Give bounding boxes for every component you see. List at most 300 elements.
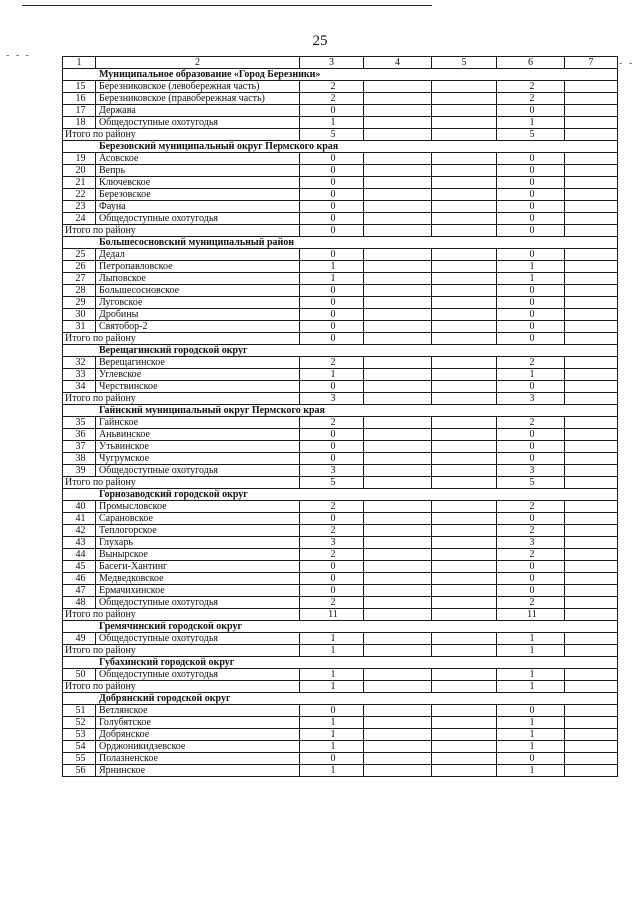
table-row: [63, 249, 618, 261]
column-6-value: 1: [497, 717, 565, 729]
column-5-value: [432, 633, 497, 645]
column-4-value: [364, 273, 432, 285]
column-4-value: [364, 213, 432, 225]
column-6-value: 2: [497, 525, 565, 537]
ground-name: Общедоступные охотугодья: [96, 633, 300, 645]
table-row: [63, 765, 618, 777]
column-4-value: [364, 561, 432, 573]
column-4-value: [364, 765, 432, 777]
column-3-value: 0: [300, 153, 364, 165]
column-5-value: [432, 321, 497, 333]
table-row: [63, 669, 618, 681]
total-column-3: 1: [300, 681, 364, 693]
district-total-row: [63, 333, 618, 345]
column-7-value: [565, 729, 618, 741]
column-4-value: [364, 93, 432, 105]
table-row: [63, 309, 618, 321]
ground-name: Чугрумское: [96, 453, 300, 465]
ground-name: Дробины: [96, 309, 300, 321]
column-6-value: 2: [497, 81, 565, 93]
column-3-value: 0: [300, 585, 364, 597]
column-3-value: 3: [300, 537, 364, 549]
column-3-value: 0: [300, 105, 364, 117]
table-row: [63, 381, 618, 393]
total-column-5: [432, 225, 497, 237]
row-number: 19: [63, 153, 96, 165]
total-column-5: [432, 333, 497, 345]
row-number: 31: [63, 321, 96, 333]
table-row: [63, 441, 618, 453]
row-number: 17: [63, 105, 96, 117]
table-row: [63, 525, 618, 537]
row-number: 41: [63, 513, 96, 525]
total-column-5: [432, 477, 497, 489]
column-6-value: 0: [497, 573, 565, 585]
row-number: 20: [63, 165, 96, 177]
column-7-value: [565, 189, 618, 201]
column-3-value: 0: [300, 753, 364, 765]
column-3-value: 1: [300, 633, 364, 645]
section-title: Гремячинский городской округ: [63, 621, 618, 633]
column-7-value: [565, 717, 618, 729]
table-row: [63, 369, 618, 381]
table-row: [63, 165, 618, 177]
district-total-row: [63, 681, 618, 693]
column-header-4: 4: [364, 57, 432, 69]
column-3-value: 0: [300, 381, 364, 393]
ground-name: Общедоступные охотугодья: [96, 213, 300, 225]
row-number: 18: [63, 117, 96, 129]
ground-name: Глухарь: [96, 537, 300, 549]
column-3-value: 0: [300, 285, 364, 297]
row-number: 54: [63, 741, 96, 753]
column-6-value: 0: [497, 453, 565, 465]
column-4-value: [364, 549, 432, 561]
total-label: Итого по району: [63, 477, 300, 489]
column-7-value: [565, 201, 618, 213]
total-column-7: [565, 333, 618, 345]
ground-name: Сарановское: [96, 513, 300, 525]
table-row: [63, 105, 618, 117]
column-6-value: 2: [497, 597, 565, 609]
column-6-value: 0: [497, 189, 565, 201]
ground-name: Аньвинское: [96, 429, 300, 441]
row-number: 45: [63, 561, 96, 573]
table-row: [63, 261, 618, 273]
column-6-value: 0: [497, 285, 565, 297]
ground-name: Общедоступные охотугодья: [96, 117, 300, 129]
row-number: 28: [63, 285, 96, 297]
column-4-value: [364, 429, 432, 441]
column-3-value: 0: [300, 165, 364, 177]
column-4-value: [364, 369, 432, 381]
row-number: 44: [63, 549, 96, 561]
column-7-value: [565, 357, 618, 369]
column-header-1: 1: [63, 57, 96, 69]
row-number: 16: [63, 93, 96, 105]
column-4-value: [364, 105, 432, 117]
ground-name: Большесосновское: [96, 285, 300, 297]
table-row: [63, 81, 618, 93]
column-5-value: [432, 249, 497, 261]
column-4-value: [364, 597, 432, 609]
total-column-4: [364, 477, 432, 489]
column-5-value: [432, 189, 497, 201]
table-row: [63, 417, 618, 429]
column-7-value: [565, 741, 618, 753]
column-4-value: [364, 417, 432, 429]
total-label: Итого по району: [63, 225, 300, 237]
column-3-value: 0: [300, 201, 364, 213]
row-number: 48: [63, 597, 96, 609]
column-5-value: [432, 261, 497, 273]
column-6-value: 0: [497, 309, 565, 321]
ground-name: Теплогорское: [96, 525, 300, 537]
column-5-value: [432, 525, 497, 537]
column-5-value: [432, 81, 497, 93]
column-3-value: 0: [300, 561, 364, 573]
column-6-value: 0: [497, 561, 565, 573]
column-3-value: 0: [300, 513, 364, 525]
column-7-value: [565, 273, 618, 285]
total-label: Итого по району: [63, 333, 300, 345]
column-4-value: [364, 285, 432, 297]
column-6-value: 0: [497, 441, 565, 453]
column-header-3: 3: [300, 57, 364, 69]
column-3-value: 0: [300, 321, 364, 333]
table-row: [63, 321, 618, 333]
total-column-3: 5: [300, 477, 364, 489]
column-5-value: [432, 165, 497, 177]
column-5-value: [432, 585, 497, 597]
total-column-3: 11: [300, 609, 364, 621]
table-row: [63, 501, 618, 513]
column-6-value: 1: [497, 633, 565, 645]
left-margin-mark: - - -: [6, 50, 31, 61]
table-row: [63, 585, 618, 597]
section-header-row: [63, 657, 618, 669]
column-6-value: 0: [497, 321, 565, 333]
total-column-6: 0: [497, 333, 565, 345]
row-number: 34: [63, 381, 96, 393]
total-column-6: 3: [497, 393, 565, 405]
column-6-value: 1: [497, 765, 565, 777]
ground-name: Дедал: [96, 249, 300, 261]
column-5-value: [432, 753, 497, 765]
column-5-value: [432, 285, 497, 297]
ground-name: Черствинское: [96, 381, 300, 393]
page-number: 25: [312, 33, 328, 49]
total-label: Итого по району: [63, 609, 300, 621]
row-number: 51: [63, 705, 96, 717]
table-row: [63, 297, 618, 309]
row-number: 32: [63, 357, 96, 369]
row-number: 24: [63, 213, 96, 225]
column-4-value: [364, 201, 432, 213]
column-header-6: 6: [497, 57, 565, 69]
column-4-value: [364, 249, 432, 261]
column-6-value: 1: [497, 369, 565, 381]
ground-name: Луговское: [96, 297, 300, 309]
total-column-4: [364, 225, 432, 237]
column-6-value: 0: [497, 165, 565, 177]
column-5-value: [432, 741, 497, 753]
column-6-value: 2: [497, 93, 565, 105]
column-3-value: 0: [300, 705, 364, 717]
ground-name: Добрянское: [96, 729, 300, 741]
table-row: [63, 741, 618, 753]
section-title: Верещагинский городской округ: [63, 345, 618, 357]
column-5-value: [432, 117, 497, 129]
total-column-3: 5: [300, 129, 364, 141]
ground-name: Басеги-Хантинг: [96, 561, 300, 573]
ground-name: Гайнское: [96, 417, 300, 429]
row-number: 15: [63, 81, 96, 93]
column-5-value: [432, 93, 497, 105]
section-header-row: [63, 69, 618, 81]
ground-name: Ключевское: [96, 177, 300, 189]
column-4-value: [364, 705, 432, 717]
column-4-value: [364, 525, 432, 537]
column-7-value: [565, 381, 618, 393]
total-column-3: 0: [300, 333, 364, 345]
total-column-3: 1: [300, 645, 364, 657]
column-4-value: [364, 177, 432, 189]
column-6-value: 2: [497, 357, 565, 369]
total-column-7: [565, 225, 618, 237]
column-7-value: [565, 501, 618, 513]
section-title: Муниципальное образование «Город Березники»: [63, 69, 618, 81]
column-6-value: 1: [497, 741, 565, 753]
table-row: [63, 453, 618, 465]
column-5-value: [432, 369, 497, 381]
column-6-value: 0: [497, 153, 565, 165]
total-column-7: [565, 129, 618, 141]
section-title: Губахинский городской округ: [63, 657, 618, 669]
table-row: [63, 285, 618, 297]
column-5-value: [432, 441, 497, 453]
column-header-5: 5: [432, 57, 497, 69]
column-3-value: 2: [300, 597, 364, 609]
row-number: 25: [63, 249, 96, 261]
column-5-value: [432, 765, 497, 777]
row-number: 46: [63, 573, 96, 585]
ground-name: Промысловское: [96, 501, 300, 513]
column-7-value: [565, 525, 618, 537]
column-5-value: [432, 357, 497, 369]
column-3-value: 0: [300, 249, 364, 261]
table-row: [63, 561, 618, 573]
row-number: 43: [63, 537, 96, 549]
total-column-6: 5: [497, 129, 565, 141]
section-title: Березовский муниципальный округ Пермского края: [63, 141, 618, 153]
column-6-value: 0: [497, 177, 565, 189]
total-label: Итого по району: [63, 129, 300, 141]
column-4-value: [364, 189, 432, 201]
column-7-value: [565, 705, 618, 717]
total-column-5: [432, 393, 497, 405]
row-number: 55: [63, 753, 96, 765]
section-title: Большесосновский муниципальный район: [63, 237, 618, 249]
table-row: [63, 177, 618, 189]
column-3-value: 0: [300, 213, 364, 225]
table-row: [63, 273, 618, 285]
column-5-value: [432, 573, 497, 585]
column-3-value: 2: [300, 501, 364, 513]
table-row: [63, 189, 618, 201]
ground-name: Голубятское: [96, 717, 300, 729]
column-3-value: 0: [300, 189, 364, 201]
column-6-value: 3: [497, 537, 565, 549]
district-total-row: [63, 129, 618, 141]
total-column-6: 11: [497, 609, 565, 621]
ground-name: Медведковское: [96, 573, 300, 585]
table-row: [63, 93, 618, 105]
column-4-value: [364, 465, 432, 477]
column-6-value: 0: [497, 753, 565, 765]
column-3-value: 0: [300, 429, 364, 441]
column-5-value: [432, 153, 497, 165]
column-7-value: [565, 93, 618, 105]
column-7-value: [565, 537, 618, 549]
ground-name: Ветлянское: [96, 705, 300, 717]
column-4-value: [364, 537, 432, 549]
column-6-value: 0: [497, 381, 565, 393]
total-column-4: [364, 609, 432, 621]
row-number: 33: [63, 369, 96, 381]
column-6-value: 1: [497, 729, 565, 741]
ground-name: Святобор-2: [96, 321, 300, 333]
section-header-row: [63, 693, 618, 705]
column-4-value: [364, 117, 432, 129]
hunting-grounds-table: [62, 56, 618, 777]
row-number: 49: [63, 633, 96, 645]
column-7-value: [565, 633, 618, 645]
column-5-value: [432, 729, 497, 741]
column-number-row: [63, 57, 618, 69]
column-4-value: [364, 717, 432, 729]
ground-name: Полазненское: [96, 753, 300, 765]
row-number: 30: [63, 309, 96, 321]
total-column-4: [364, 333, 432, 345]
total-column-7: [565, 477, 618, 489]
table-row: [63, 753, 618, 765]
section-title: Гайнский муниципальный округ Пермского края: [63, 405, 618, 417]
total-column-3: 3: [300, 393, 364, 405]
column-7-value: [565, 573, 618, 585]
district-total-row: [63, 609, 618, 621]
row-number: 27: [63, 273, 96, 285]
column-3-value: 0: [300, 441, 364, 453]
total-column-5: [432, 129, 497, 141]
row-number: 42: [63, 525, 96, 537]
district-total-row: [63, 225, 618, 237]
table-row: [63, 429, 618, 441]
table-row: [63, 465, 618, 477]
column-4-value: [364, 669, 432, 681]
column-4-value: [364, 753, 432, 765]
column-6-value: 0: [497, 585, 565, 597]
total-column-6: 1: [497, 645, 565, 657]
column-header-7: 7: [565, 57, 618, 69]
total-column-4: [364, 393, 432, 405]
total-label: Итого по району: [63, 645, 300, 657]
column-3-value: 2: [300, 93, 364, 105]
row-number: 21: [63, 177, 96, 189]
column-7-value: [565, 261, 618, 273]
column-3-value: 3: [300, 465, 364, 477]
column-3-value: 2: [300, 549, 364, 561]
column-5-value: [432, 273, 497, 285]
ground-name: Углевское: [96, 369, 300, 381]
column-5-value: [432, 597, 497, 609]
column-6-value: 1: [497, 261, 565, 273]
ground-name: Вепрь: [96, 165, 300, 177]
column-4-value: [364, 729, 432, 741]
total-label: Итого по району: [63, 681, 300, 693]
total-column-7: [565, 645, 618, 657]
column-7-value: [565, 549, 618, 561]
column-5-value: [432, 177, 497, 189]
district-total-row: [63, 393, 618, 405]
total-column-5: [432, 645, 497, 657]
table-row: [63, 153, 618, 165]
row-number: 56: [63, 765, 96, 777]
column-3-value: 0: [300, 297, 364, 309]
column-5-value: [432, 429, 497, 441]
column-7-value: [565, 465, 618, 477]
ground-name: Общедоступные охотугодья: [96, 669, 300, 681]
section-title: Добрянский городской округ: [63, 693, 618, 705]
row-number: 40: [63, 501, 96, 513]
section-header-row: [63, 237, 618, 249]
column-3-value: 2: [300, 357, 364, 369]
column-4-value: [364, 585, 432, 597]
row-number: 29: [63, 297, 96, 309]
column-4-value: [364, 321, 432, 333]
table-row: [63, 513, 618, 525]
column-7-value: [565, 309, 618, 321]
column-6-value: 3: [497, 465, 565, 477]
column-3-value: 0: [300, 453, 364, 465]
column-7-value: [565, 417, 618, 429]
column-4-value: [364, 633, 432, 645]
column-6-value: 0: [497, 297, 565, 309]
column-6-value: 1: [497, 273, 565, 285]
table-row: [63, 537, 618, 549]
ground-name: Фауна: [96, 201, 300, 213]
column-5-value: [432, 561, 497, 573]
row-number: 26: [63, 261, 96, 273]
row-number: 35: [63, 417, 96, 429]
row-number: 38: [63, 453, 96, 465]
column-3-value: 2: [300, 417, 364, 429]
section-title: Горнозаводский городской округ: [63, 489, 618, 501]
column-3-value: 1: [300, 369, 364, 381]
column-6-value: 2: [497, 549, 565, 561]
column-4-value: [364, 501, 432, 513]
ground-name: Ермачихинское: [96, 585, 300, 597]
ground-name: Вынырское: [96, 549, 300, 561]
column-3-value: 1: [300, 741, 364, 753]
row-number: 23: [63, 201, 96, 213]
total-column-7: [565, 609, 618, 621]
column-5-value: [432, 309, 497, 321]
column-5-value: [432, 297, 497, 309]
column-7-value: [565, 321, 618, 333]
column-6-value: 0: [497, 705, 565, 717]
table-row: [63, 117, 618, 129]
